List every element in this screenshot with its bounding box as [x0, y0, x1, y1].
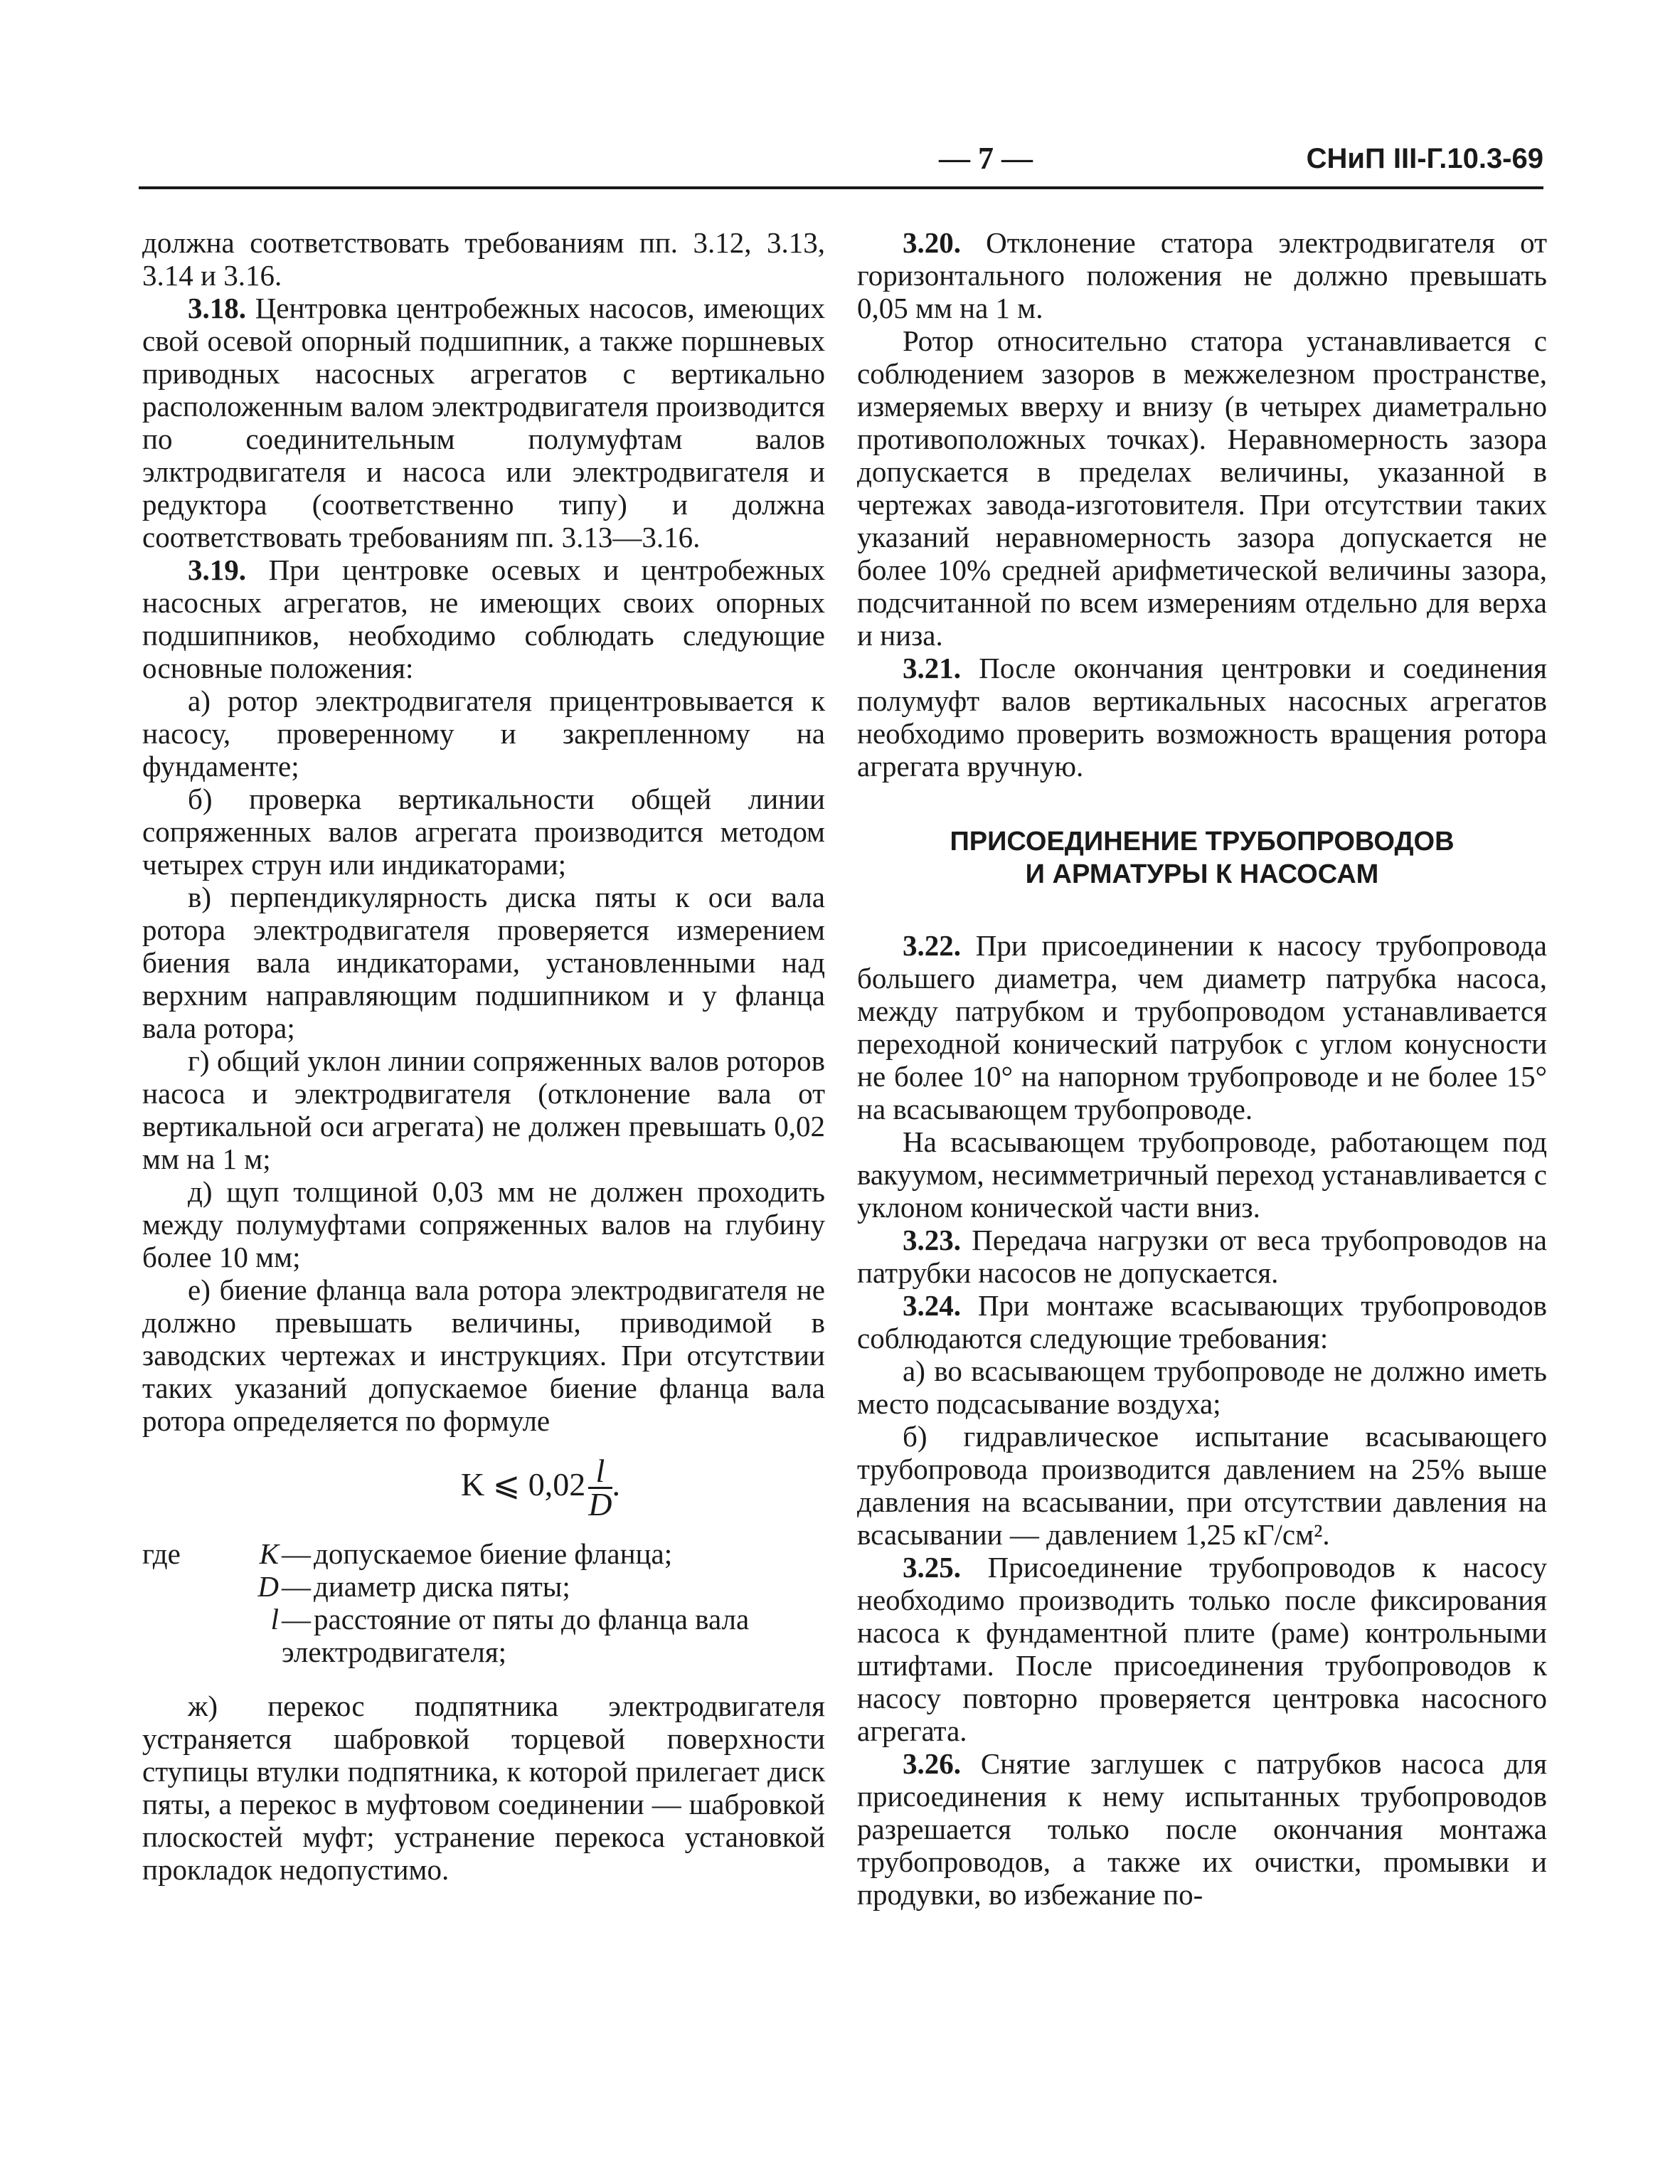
- clause-3-26: [857, 1747, 1547, 1911]
- clause-number: 3.20.: [903, 226, 961, 259]
- definition-symbol: l: [270, 1603, 279, 1636]
- clause-number: 3.18.: [188, 292, 246, 324]
- clause-3-20: [857, 226, 1547, 324]
- clause-number: 3.21.: [903, 652, 961, 684]
- list-item-g: г) общий уклон линии сопряженных валов роторов насоса и электродвигателя (отклонение вала от вертикальной оси агрегата) не должен превышать 0,02 мм на 1 м;: [142, 1044, 825, 1175]
- clause-text: Снятие заглушек с патрубков насоса для присоединения к нему испытанных трубопроводов разрешается только после окончания монтажа трубопроводов, а также их очистки, промывки и продувки, во избежание по-: [857, 1747, 1547, 1911]
- formula-numerator: l: [588, 1456, 612, 1489]
- definition-symbol: K: [259, 1537, 279, 1570]
- paragraph-continuation: должна соответствовать требованиям пп. 3.12, 3.13, 3.14 и 3.16.: [142, 226, 825, 292]
- clause-number: 3.19.: [188, 553, 246, 586]
- document-code: СНиП III-Г.10.3-69: [1306, 143, 1543, 174]
- page-number: — 7 —: [939, 141, 1033, 176]
- definition-text: расстояние от пяты до фланца вала: [314, 1603, 750, 1636]
- right-column: [857, 226, 1547, 1911]
- clause-3-24: [857, 1289, 1547, 1355]
- clause-3-22: [857, 929, 1547, 1125]
- list-item-zh: ж) перекос подпятника электродвигателя устраняется шабровкой торцевой поверхности ступицы втулки подпятника, к которой прилегает диск пяты, а перекос в муфтовом соединении — шабровкой плоскостей муфт; устранение перекоса установкой прокладок недопустимо.: [142, 1690, 825, 1886]
- formula-definitions: [142, 1537, 825, 1668]
- clause-number: 3.23.: [903, 1224, 961, 1256]
- header-rule: [139, 186, 1543, 189]
- list-item-b: б) проверка вертикальности общей линии сопряженных валов агрегата производится методом четырех струн или индикаторами;: [142, 783, 825, 881]
- clause-number: 3.26.: [903, 1747, 961, 1780]
- formula-denominator: D: [588, 1486, 612, 1522]
- formula-period: .: [612, 1466, 620, 1503]
- clause-3-24-item-a: а) во всасывающем трубопроводе не должно иметь место подсасывание воздуха;: [857, 1355, 1547, 1420]
- clause-3-22-continued: На всасывающем трубопроводе, работающем под вакуумом, несимметричный переход устанавливается с уклоном конической части вниз.: [857, 1125, 1547, 1224]
- clause-3-23: [857, 1224, 1547, 1289]
- definition-text: диаметр диска пяты;: [314, 1570, 570, 1603]
- definition-row: l — расстояние от пяты до фланца вала: [142, 1603, 825, 1636]
- clause-text: Центровка центробежных насосов, имеющих свой осевой опорный подшипник, а также поршневых приводных насосных агрегатов с вертикально расположенным валом электродвигателя производится по соединительным полумуфтам валов элктродвигателя и насоса или электродвигателя и редуктора (соответственно типу) и должна соответствовать требованиям пп. 3.13—3.16.: [142, 292, 825, 553]
- section-title: [857, 825, 1547, 891]
- clause-3-20-continued: Ротор относительно статора устанавливается с соблюдением зазоров в межжелезном пространстве, измеряемых вверху и внизу (в четырех диаметрально противоположных точках). Неравномерность зазора допускается в пределах величины, указанной в чертежах завода-изготовителя. При отсутствии таких указаний неравномерность зазора допускается не более 10% средней арифметической величины зазора, подсчитанной по всем измерениям отдельно для верха и низа.: [857, 324, 1547, 652]
- clause-text: После окончания центровки и соединения полумуфт валов вертикальных насосных агрегатов необходимо проверить возможность вращения ротора агрегата вручную.: [857, 652, 1547, 783]
- list-item-d: д) щуп толщиной 0,03 мм не должен проходить между полумуфтами сопряженных валов на глубину более 10 мм;: [142, 1175, 825, 1273]
- clause-3-19: [142, 553, 825, 684]
- definition-continuation: электродвигателя;: [282, 1636, 507, 1668]
- clause-text: При монтаже всасывающих трубопроводов соблюдаются следующие требования:: [857, 1289, 1547, 1355]
- clause-3-18: [142, 292, 825, 553]
- clause-3-21: [857, 652, 1547, 783]
- formula-fraction: [588, 1453, 612, 1522]
- section-title-line-1: ПРИСОЕДИНЕНИЕ ТРУБОПРОВОДОВ: [950, 827, 1455, 857]
- page-header: [139, 142, 1543, 185]
- section-title-line-2: И АРМАТУРЫ К НАСОСАМ: [1025, 859, 1379, 889]
- formula-lhs: K ⩽ 0,02: [461, 1466, 586, 1503]
- definition-symbol: D: [257, 1570, 279, 1603]
- list-item-a: а) ротор электродвигателя прицентровывается к насосу, проверенному и закрепленному на фундаменте;: [142, 684, 825, 783]
- clause-text: Присоединение трубопроводов к насосу необходимо производить только после фиксирования насоса к фундаментной плите (раме) контрольными штифтами. После присоединения трубопроводов к насосу повторно проверяется центровка насосного агрегата.: [857, 1551, 1547, 1747]
- clause-text: Передача нагрузки от веса трубопроводов на патрубки насосов не допускается.: [857, 1224, 1547, 1289]
- left-column: [142, 226, 825, 1886]
- clause-text: При присоединении к насосу трубопровода большего диаметра, чем диаметр патрубка насоса, между патрубком и трубопроводом устанавливается переходной конический патрубок с углом конусности не более 10° на напорном трубопроводе и не более 15° на всасывающем трубопроводе.: [857, 929, 1547, 1125]
- clause-number: 3.22.: [903, 929, 961, 962]
- definition-text: допускаемое биение фланца;: [314, 1537, 673, 1570]
- clause-number: 3.24.: [903, 1289, 961, 1322]
- clause-3-25: [857, 1551, 1547, 1747]
- definition-row: где K — допускаемое биение фланца;: [142, 1537, 825, 1570]
- definition-row: D — диаметр диска пяты;: [142, 1570, 825, 1603]
- clause-text: Отклонение статора электродвигателя от горизонтального положения не должно превышать 0,05 мм на 1 м.: [857, 226, 1547, 324]
- clause-text: При центровке осевых и центробежных насосных агрегатов, не имеющих своих опорных подшипников, необходимо соблюдать следующие основные положения:: [142, 553, 825, 684]
- list-item-e: е) биение фланца вала ротора электродвигателя не должно превышать величины, приводимой в заводских чертежах и инструкциях. При отсутствии таких указаний допускаемое биение фланца вала ротора определяется по формуле: [142, 1273, 825, 1437]
- clause-3-24-item-b: б) гидравлическое испытание всасывающего трубопровода производится давлением на 25% выше давления на всасывании, при отсутствии давления на всасывании — давлением 1,25 кГ/см².: [857, 1420, 1547, 1551]
- formula: [142, 1453, 825, 1522]
- where-label: где: [142, 1537, 181, 1570]
- list-item-v: в) перпендикулярность диска пяты к оси вала ротора электродвигателя проверяется измерением биения вала индикаторами, установленными над верхним направляющим подшипником и у фланца вала ротора;: [142, 881, 825, 1044]
- clause-number: 3.25.: [903, 1551, 961, 1584]
